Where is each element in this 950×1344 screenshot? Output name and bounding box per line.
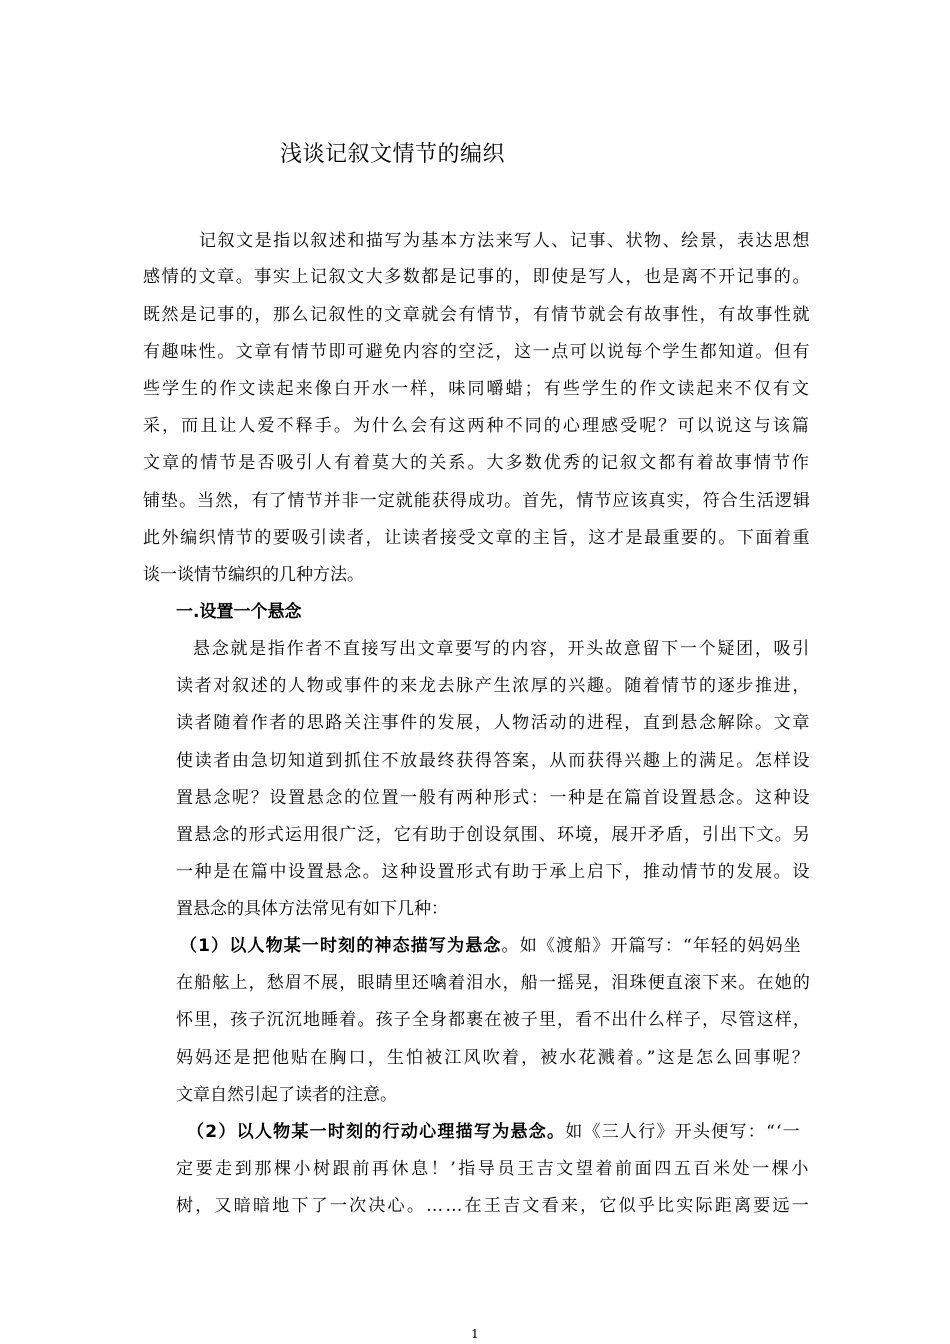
intro-line: 铺垫。当然，有了情节并非一定就能获得成功。首先，情节应该真实，符合生活逻辑 — [143, 491, 811, 511]
item2-first-line — [176, 1121, 811, 1145]
section-line: 使读者由急切知道到抓住不放最终获得答案，从而获得兴趣上的满足。怎样设 — [176, 751, 811, 771]
section-line: 读者对叙述的人物或事件的来龙去脉产生浓厚的兴趣。随着情节的逐步推进， — [176, 676, 811, 696]
document-title: 浅谈记叙文情节的编织 — [280, 142, 506, 167]
intro-line: 采，而且让人爱不释手。为什么会有这两种不同的心理感受呢？可以说这与该篇 — [143, 416, 811, 436]
item1-line: 文章自然引起了读者的注意。 — [176, 1085, 397, 1105]
item2-line: 树，又暗暗地下了一次决心。……在王吉文看来，它似乎比实际距离要远一 — [176, 1196, 811, 1216]
intro-line: 此外编织情节的要吸引读者，让读者接受文章的主旨，这才是最重要的。下面着重 — [143, 528, 811, 548]
item1-bold-lead: （1）以人物某一时刻的神态描写为悬念 — [180, 936, 502, 956]
page-number: 1 — [471, 1327, 479, 1341]
section-line: 读者随着作者的思路关注事件的发展，人物活动的进程，直到悬念解除。文章 — [176, 713, 811, 733]
section-line: 置悬念呢？设置悬念的位置一般有两种形式：一种是在篇首设置悬念。这种设 — [176, 788, 811, 808]
item2-lead-rest: 如《三人行》开头便写：“‘一 — [565, 1122, 801, 1142]
intro-line: 谈一谈情节编织的几种方法。 — [143, 565, 364, 585]
item1-line: 在船舷上，愁眉不展，眼睛里还噙着泪水，船一摇晃，泪珠便直滚下来。在她的 — [176, 973, 811, 993]
item1-lead-rest: 。如《渡船》开篇写：“年轻的妈妈坐 — [501, 936, 802, 956]
section-heading: 一.设置一个悬念 — [176, 602, 302, 622]
item2-line: 定要走到那棵小树跟前再休息！’指导员王吉文望着前面四五百米处一棵小 — [176, 1159, 811, 1179]
intro-line: 文章的情节是否吸引人有着莫大的关系。大多数优秀的记叙文都有着故事情节作 — [143, 453, 811, 473]
item2-bold-lead: （2）以人物某一时刻的行动心理描写为悬念。 — [187, 1122, 566, 1142]
section-line: 悬念就是指作者不直接写出文章要写的内容，开头故意留下一个疑团，吸引 — [193, 639, 811, 659]
intro-line: 感情的文章。事实上记叙文大多数都是记事的，即使是写人，也是离不开记事的。 — [143, 267, 811, 287]
intro-line: 既然是记事的，那么记叙性的文章就会有情节，有情节就会有故事性，有故事性就 — [143, 305, 811, 325]
intro-line: 些学生的作文读起来像白开水一样，味同嚼蜡；有些学生的作文读起来不仅有文 — [143, 379, 811, 399]
section-line: 置悬念的形式运用很广泛，它有助于创设氛围、环境，展开矛盾，引出下文。另 — [176, 825, 811, 845]
item1-first-line — [176, 935, 811, 959]
item1-line: 妈妈还是把他贴在胸口，生怕被江风吹着，被水花溅着。”这是怎么回事呢？ — [176, 1048, 811, 1068]
item1-line: 怀里，孩子沉沉地睡着。孩子全身都裹在被子里，看不出什么样子，尽管这样， — [176, 1010, 811, 1030]
intro-line: 记叙文是指以叙述和描写为基本方法来写人、记事、状物、绘景，表达思想 — [199, 231, 811, 251]
intro-line: 有趣味性。文章有情节即可避免内容的空泛，这一点可以说每个学生都知道。但有 — [143, 342, 811, 362]
section-line: 置悬念的具体方法常见有如下几种： — [176, 899, 448, 919]
section-line: 一种是在篇中设置悬念。这种设置形式有助于承上启下，推动情节的发展。设 — [176, 862, 811, 882]
